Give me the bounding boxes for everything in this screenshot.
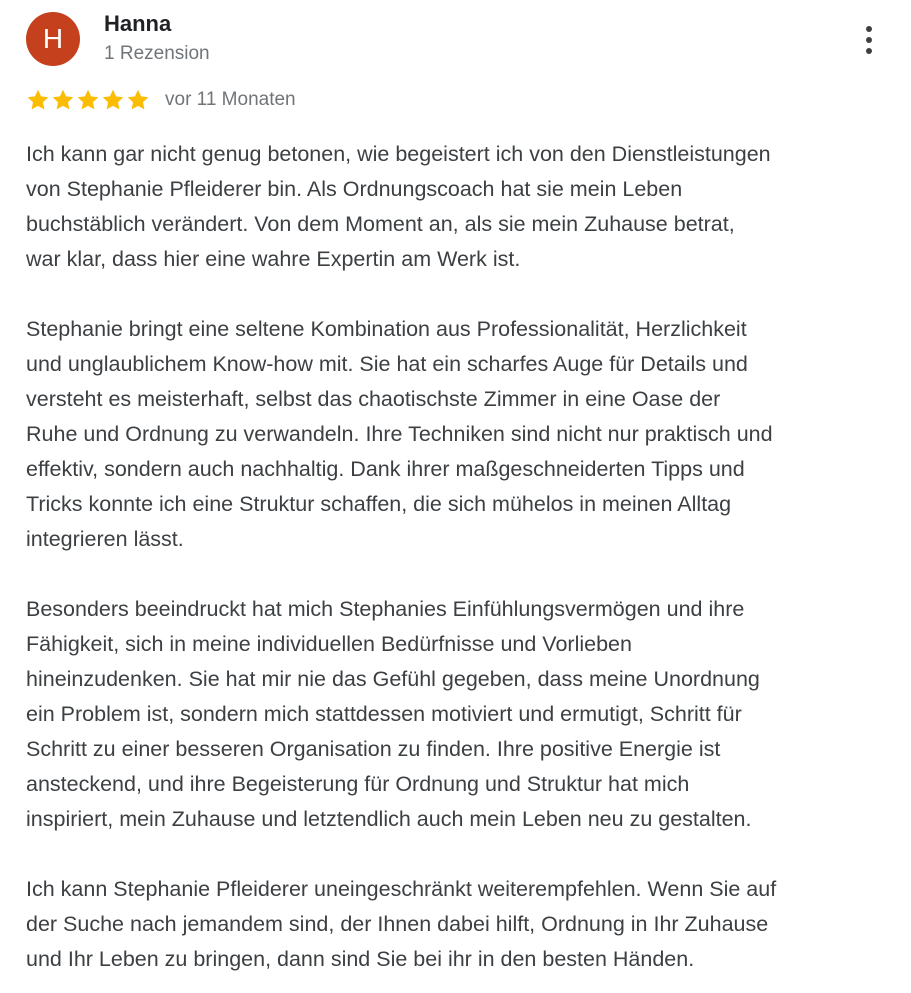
review-paragraph: Ich kann gar nicht genug betonen, wie begeistert ich von den Dienstleistungen von Stephanie Pfleiderer bin. Als Ordnungscoach hat sie mein Leben buchstäblich verändert. Von dem Moment an, als sie mein Zuhause betrat, war klar, dass hier eine wahre Expertin am Werk ist. — [26, 142, 771, 271]
star-icon — [76, 88, 100, 112]
star-icon — [126, 88, 150, 112]
rating-row — [26, 87, 296, 113]
author-name[interactable]: Hanna — [104, 11, 172, 36]
more-vert-icon-dot — [866, 48, 872, 54]
author-review-count: 1 Rezension — [104, 43, 210, 64]
review-date: vor 11 Monaten — [165, 89, 296, 110]
star-icon — [26, 88, 50, 112]
more-vert-icon — [866, 26, 872, 32]
more-options-button[interactable] — [852, 20, 886, 60]
star-icon — [101, 88, 125, 112]
star-rating — [26, 88, 150, 112]
review-paragraph: Besonders beeindruckt hat mich Stephanies Einfühlungsvermögen und ihre Fähigkeit, sich in meine individuellen Bedürfnisse und Vorlieben hineinzudenken. Sie hat mir nie das Gefühl gegeben, dass meine Unordnung ein Problem ist, sondern mich stattdessen motiviert und ermutigt, Schritt für Schritt zu einer besseren Organisation zu finden. Ihre positive Energie ist ansteckend, und ihre Begeisterung für Ordnung und Struktur hat mich inspiriert, mein Zuhause und letztendlich auch mein Leben neu zu gestalten. — [26, 597, 760, 831]
review-paragraph: Stephanie bringt eine seltene Kombination aus Professionalität, Herzlichkeit und unglaublichem Know-how mit. Sie hat ein scharfes Auge für Details und versteht es meisterhaft, selbst das chaotischste Zimmer in eine Oase der Ruhe und Ordnung zu verwandeln. Ihre Techniken sind nicht nur praktisch und effektiv, sondern auch nachhaltig. Dank ihrer maßgeschneiderten Tipps und Tricks konnte ich eine Struktur schaffen, die sich mühelos in meinen Alltag integrieren lässt. — [26, 317, 773, 551]
avatar[interactable]: H — [26, 12, 80, 66]
star-icon — [51, 88, 75, 112]
more-vert-icon-dot — [866, 37, 872, 43]
review-text — [26, 137, 896, 977]
review-paragraph: Ich kann Stephanie Pfleiderer uneingeschränkt weiterempfehlen. Wenn Sie auf der Suche nach jemandem sind, der Ihnen dabei hilft, Ordnung in Ihr Zuhause und Ihr Leben zu bringen, dann sind Sie bei ihr in den besten Händen. — [26, 877, 777, 971]
